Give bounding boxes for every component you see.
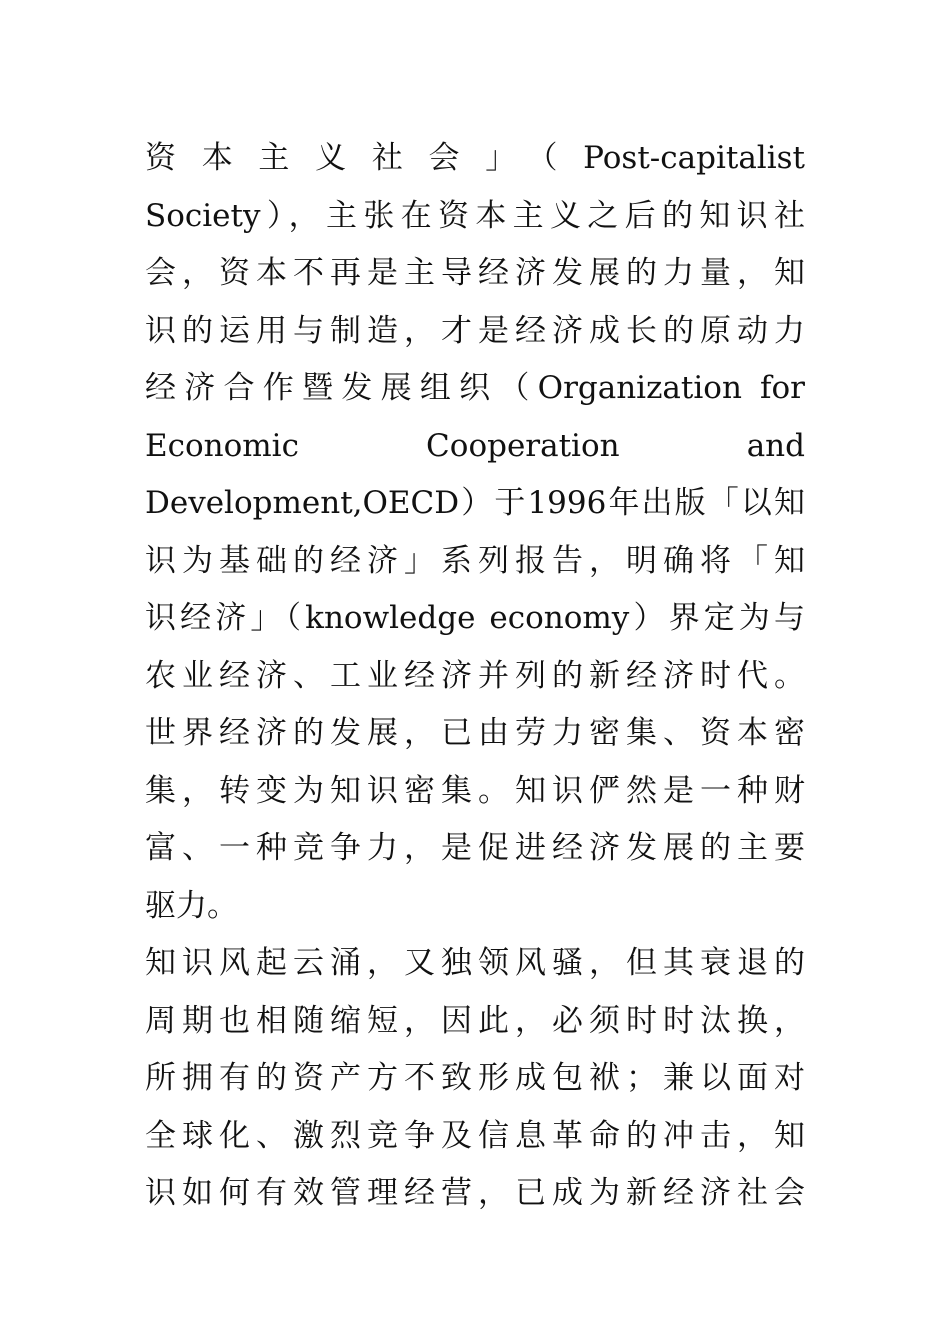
text-line: Development,OECD）于1996年出版「以知	[145, 485, 805, 521]
text-line: 富、一种竞争力，是促进经济发展的主要	[145, 830, 805, 866]
text-line: 所拥有的资产方不致形成包袱；兼以面对	[145, 1060, 805, 1096]
text-line: 资本主义社会」（Post-capitalist	[145, 140, 805, 176]
text-line: 知识风起云涌，又独领风骚，但其衰退的	[145, 945, 805, 981]
text-line: Economic Cooperation and	[145, 427, 805, 464]
text-line: 周期也相随缩短，因此，必须时时汰换，	[145, 1002, 805, 1039]
text-line: Society），主张在资本主义之后的知识社	[145, 197, 805, 234]
text-line: 会，资本不再是主导经济发展的力量，知	[145, 255, 805, 291]
text-line: 识经济」（knowledge economy）界定为与	[145, 600, 805, 636]
text-line: 集，转变为知识密集。知识俨然是一种财	[145, 772, 805, 809]
text-line: 世界经济的发展，已由劳力密集、资本密	[145, 715, 805, 751]
text-line: 识的运用与制造，才是经济成长的原动力	[145, 312, 805, 349]
text-line: 识如何有效管理经营，已成为新经济社会	[145, 1175, 805, 1211]
text-line: 识为基础的经济」系列报告，明确将「知	[145, 542, 805, 579]
text-line: 经济合作暨发展组织（Organization for	[145, 370, 805, 406]
document-body	[145, 130, 805, 1223]
text-line: 驱力。	[145, 887, 238, 924]
text-line: 全球化、激烈竞争及信息革命的冲击，知	[145, 1117, 805, 1154]
text-line: 农业经济、工业经济并列的新经济时代。	[145, 657, 805, 694]
